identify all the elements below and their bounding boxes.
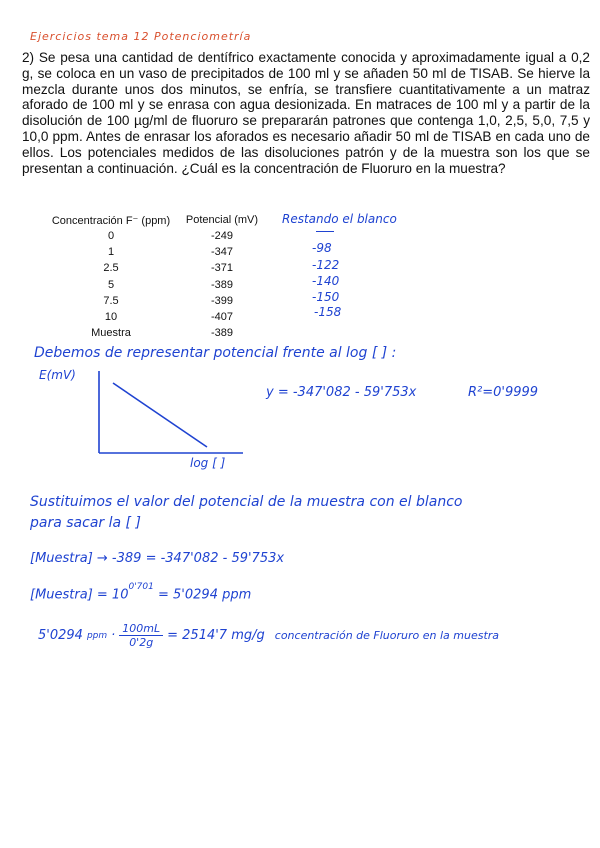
cell-concentration: 0 — [107, 230, 115, 243]
instruction-line-1: Debemos de representar potencial frente al log [ ] : — [34, 345, 397, 361]
table-header-row — [48, 212, 270, 228]
cell-concentration: 7.5 — [103, 294, 119, 307]
blank-zero-dash — [316, 231, 334, 232]
column-header: Concentración F⁻ (ppm) — [51, 214, 171, 227]
cell-potential: -399 — [210, 294, 234, 307]
table-row — [48, 260, 270, 276]
calc-result: = 2514'7 mg/g — [167, 628, 265, 643]
table-row — [48, 325, 270, 341]
plot-x-label: log [ ] — [190, 456, 226, 470]
column-header: Potencial (mV) — [185, 214, 259, 226]
cell-potential: -389 — [210, 327, 234, 340]
plot-y-label: E(mV) — [39, 368, 76, 382]
calc-denominator: 0'2g — [129, 636, 154, 649]
blank-value: -150 — [312, 290, 340, 304]
cell-potential: -347 — [210, 246, 234, 259]
plot-trend-line — [113, 383, 207, 447]
data-table — [48, 212, 270, 341]
instruction-line-3: para sacar la [ ] — [30, 515, 141, 531]
cell-concentration: 1 — [107, 246, 115, 259]
table-row — [48, 293, 270, 309]
eq3-left: [Muestra] = 10 — [30, 587, 129, 603]
calc-numerator: 100mL — [119, 622, 163, 636]
sample-concentration — [30, 582, 252, 603]
cell-potential: -371 — [210, 262, 234, 275]
table-row — [48, 277, 270, 293]
cell-potential: -389 — [210, 278, 234, 291]
final-calculation: 5'0294 ppm · $\frac{100mL}{0'2g}$ = 2514'7 mg/g concentración de Fluoruro en la muestra — [38, 622, 500, 649]
blank-value: -122 — [312, 258, 340, 272]
eq3-exponent: 0'701 — [128, 582, 154, 592]
calc-fraction — [119, 622, 163, 649]
blank-value: -158 — [314, 305, 342, 319]
cell-concentration: 2.5 — [103, 262, 119, 275]
calc-left: 5'0294 — [38, 628, 83, 643]
calc-note: concentración de Fluoruro en la muestra — [274, 629, 500, 642]
cell-concentration: 5 — [107, 278, 115, 291]
calc-unit: ppm — [86, 630, 108, 641]
cell-concentration: Muestra — [91, 327, 131, 340]
sample-substitution: [Muestra] → -389 = -347'082 - 59'753x — [30, 551, 285, 566]
r-squared: R²=0'9999 — [468, 385, 539, 400]
blank-subtracted-title: Restando el blanco — [282, 212, 397, 226]
table-row — [48, 228, 270, 244]
page-header: Ejercicios tema 12 Potenciometría — [30, 30, 252, 43]
problem-statement: 2) Se pesa una cantidad de dentífrico exactamente conocida y aproximadamente igual a 0,2 g, se coloca en un vaso de precipitados de 100 ml y se añaden 50 ml de TISAB. Se hierve la mezcla durante unos dos minutos, se enfría, se transfiere cuantitativamente a un matraz aforado de 100 ml y se enrasa con agua desionizada. En matraces de 100 ml y a partir de la disolución de 100 µg/ml de fluoruro se prepararán patrones que contenga 1,0, 2,5, 5,0, 7,5 y 10,0 ppm. Antes de enrasar los aforados es necesario añadir 50 ml de TISAB en cada uno de ellos. Los potenciales medidos de las disoluciones patrón y de la muestra son los que se presentan a continuación. ¿Cuál es la concentración de Fluoruro en la muestra? — [22, 50, 590, 176]
cell-potential: -407 — [210, 311, 234, 324]
table-row — [48, 244, 270, 260]
cell-concentration: 10 — [104, 311, 118, 324]
blank-value: -98 — [312, 241, 332, 255]
blank-value: -140 — [312, 274, 340, 288]
regression-equation: y = -347'082 - 59'753x — [266, 385, 417, 400]
eq3-right: = 5'0294 ppm — [158, 587, 252, 603]
table-row — [48, 309, 270, 325]
cell-potential: -249 — [210, 230, 234, 243]
instruction-line-2: Sustituimos el valor del potencial de la muestra con el blanco — [30, 494, 463, 510]
